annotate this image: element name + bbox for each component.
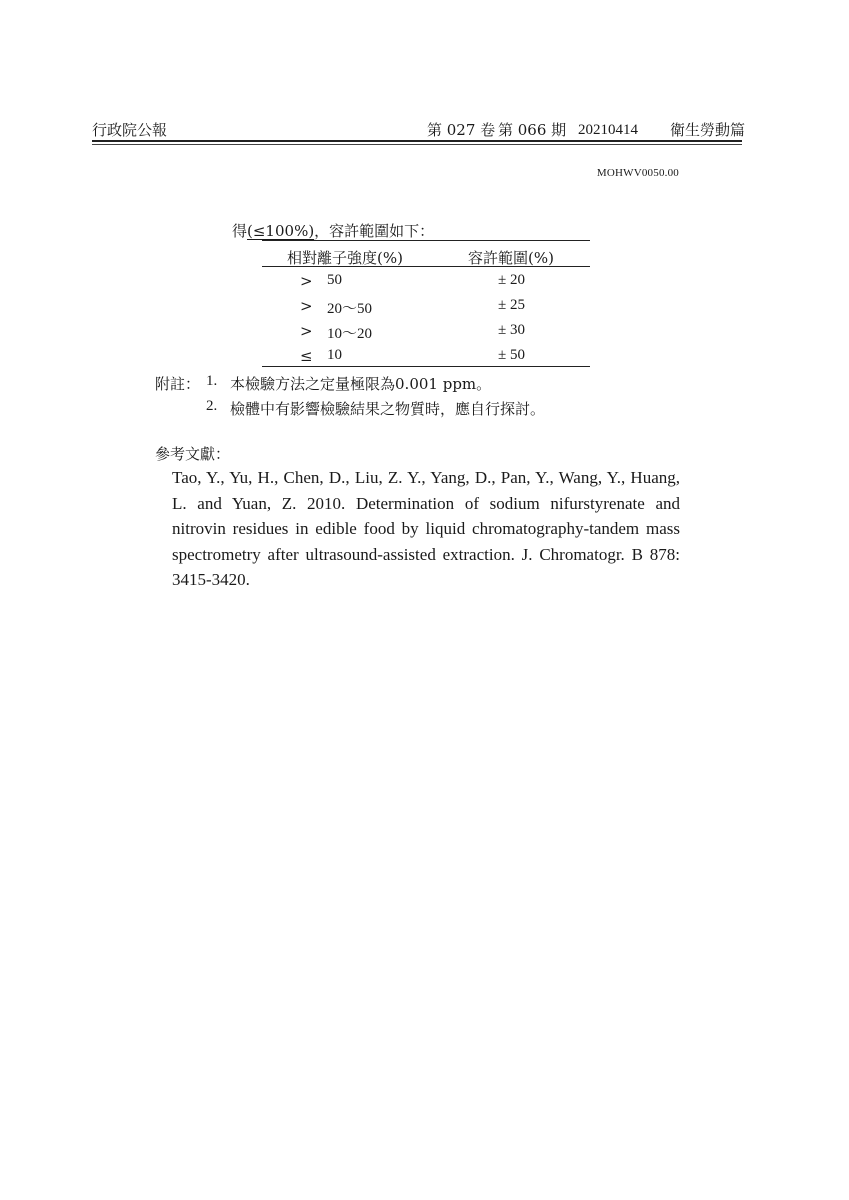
row-operator: > [300,297,313,315]
row-tolerance: ± 20 [498,272,525,288]
header-rule-thin [92,144,742,145]
intro-condition: (≤100%) [247,222,315,240]
row-intensity: 50 [327,272,342,288]
row-tolerance: ± 25 [498,297,525,313]
table-header-tolerance: 容許範圍(%) [468,249,554,267]
header-rule [92,140,742,142]
table-header-rule [262,266,590,267]
note-number: 2. [206,398,218,414]
row-operator: ≤ [300,347,313,365]
table-intro [232,220,434,241]
table-bottom-rule [262,366,590,367]
note-text: 本檢驗方法之定量極限為0.001 ppm。 [230,375,492,393]
intro-prefix: 得 [232,222,248,240]
note-text: 檢體中有影響檢驗結果之物質時，應自行探討。 [230,400,546,418]
reference-entry: Tao, Y., Yu, H., Chen, D., Liu, Z. Y., Yang, D., Pan, Y., Wang, Y., Huang, L. and Yuan, Z. 2010. Determination of sodium nifurstyrenate and nitrovin residues in edible food by liquid chromatography-tandem mass spectrometry after ultrasound-assisted extraction. J. Chromatogr. B 878: 3415-3420. [172,468,680,589]
row-tolerance: ± 50 [498,347,525,363]
section-name: 衛生勞動篇 [670,121,746,139]
row-intensity: 20～50 [327,301,373,317]
table-header-intensity: 相對離子強度(%) [287,249,403,267]
row-operator: > [300,272,313,290]
document-id: MOHWV0050.00 [596,167,679,179]
row-tolerance: ± 30 [498,322,525,338]
issue-number: 第 066 期 [498,121,567,139]
volume-number: 第 027 卷 [427,121,496,139]
references-title: 參考文獻： [155,445,231,463]
notes-label: 附註： [155,375,201,393]
publication-date: 20210414 [578,122,638,138]
table-top-rule [262,240,590,241]
row-operator: > [300,322,313,340]
row-intensity: 10 [327,347,342,363]
intro-suffix: ，容許範圍如下： [314,222,435,240]
row-intensity: 10～20 [327,326,373,342]
note-number: 1. [206,373,218,389]
publication-name: 行政院公報 [92,121,168,139]
